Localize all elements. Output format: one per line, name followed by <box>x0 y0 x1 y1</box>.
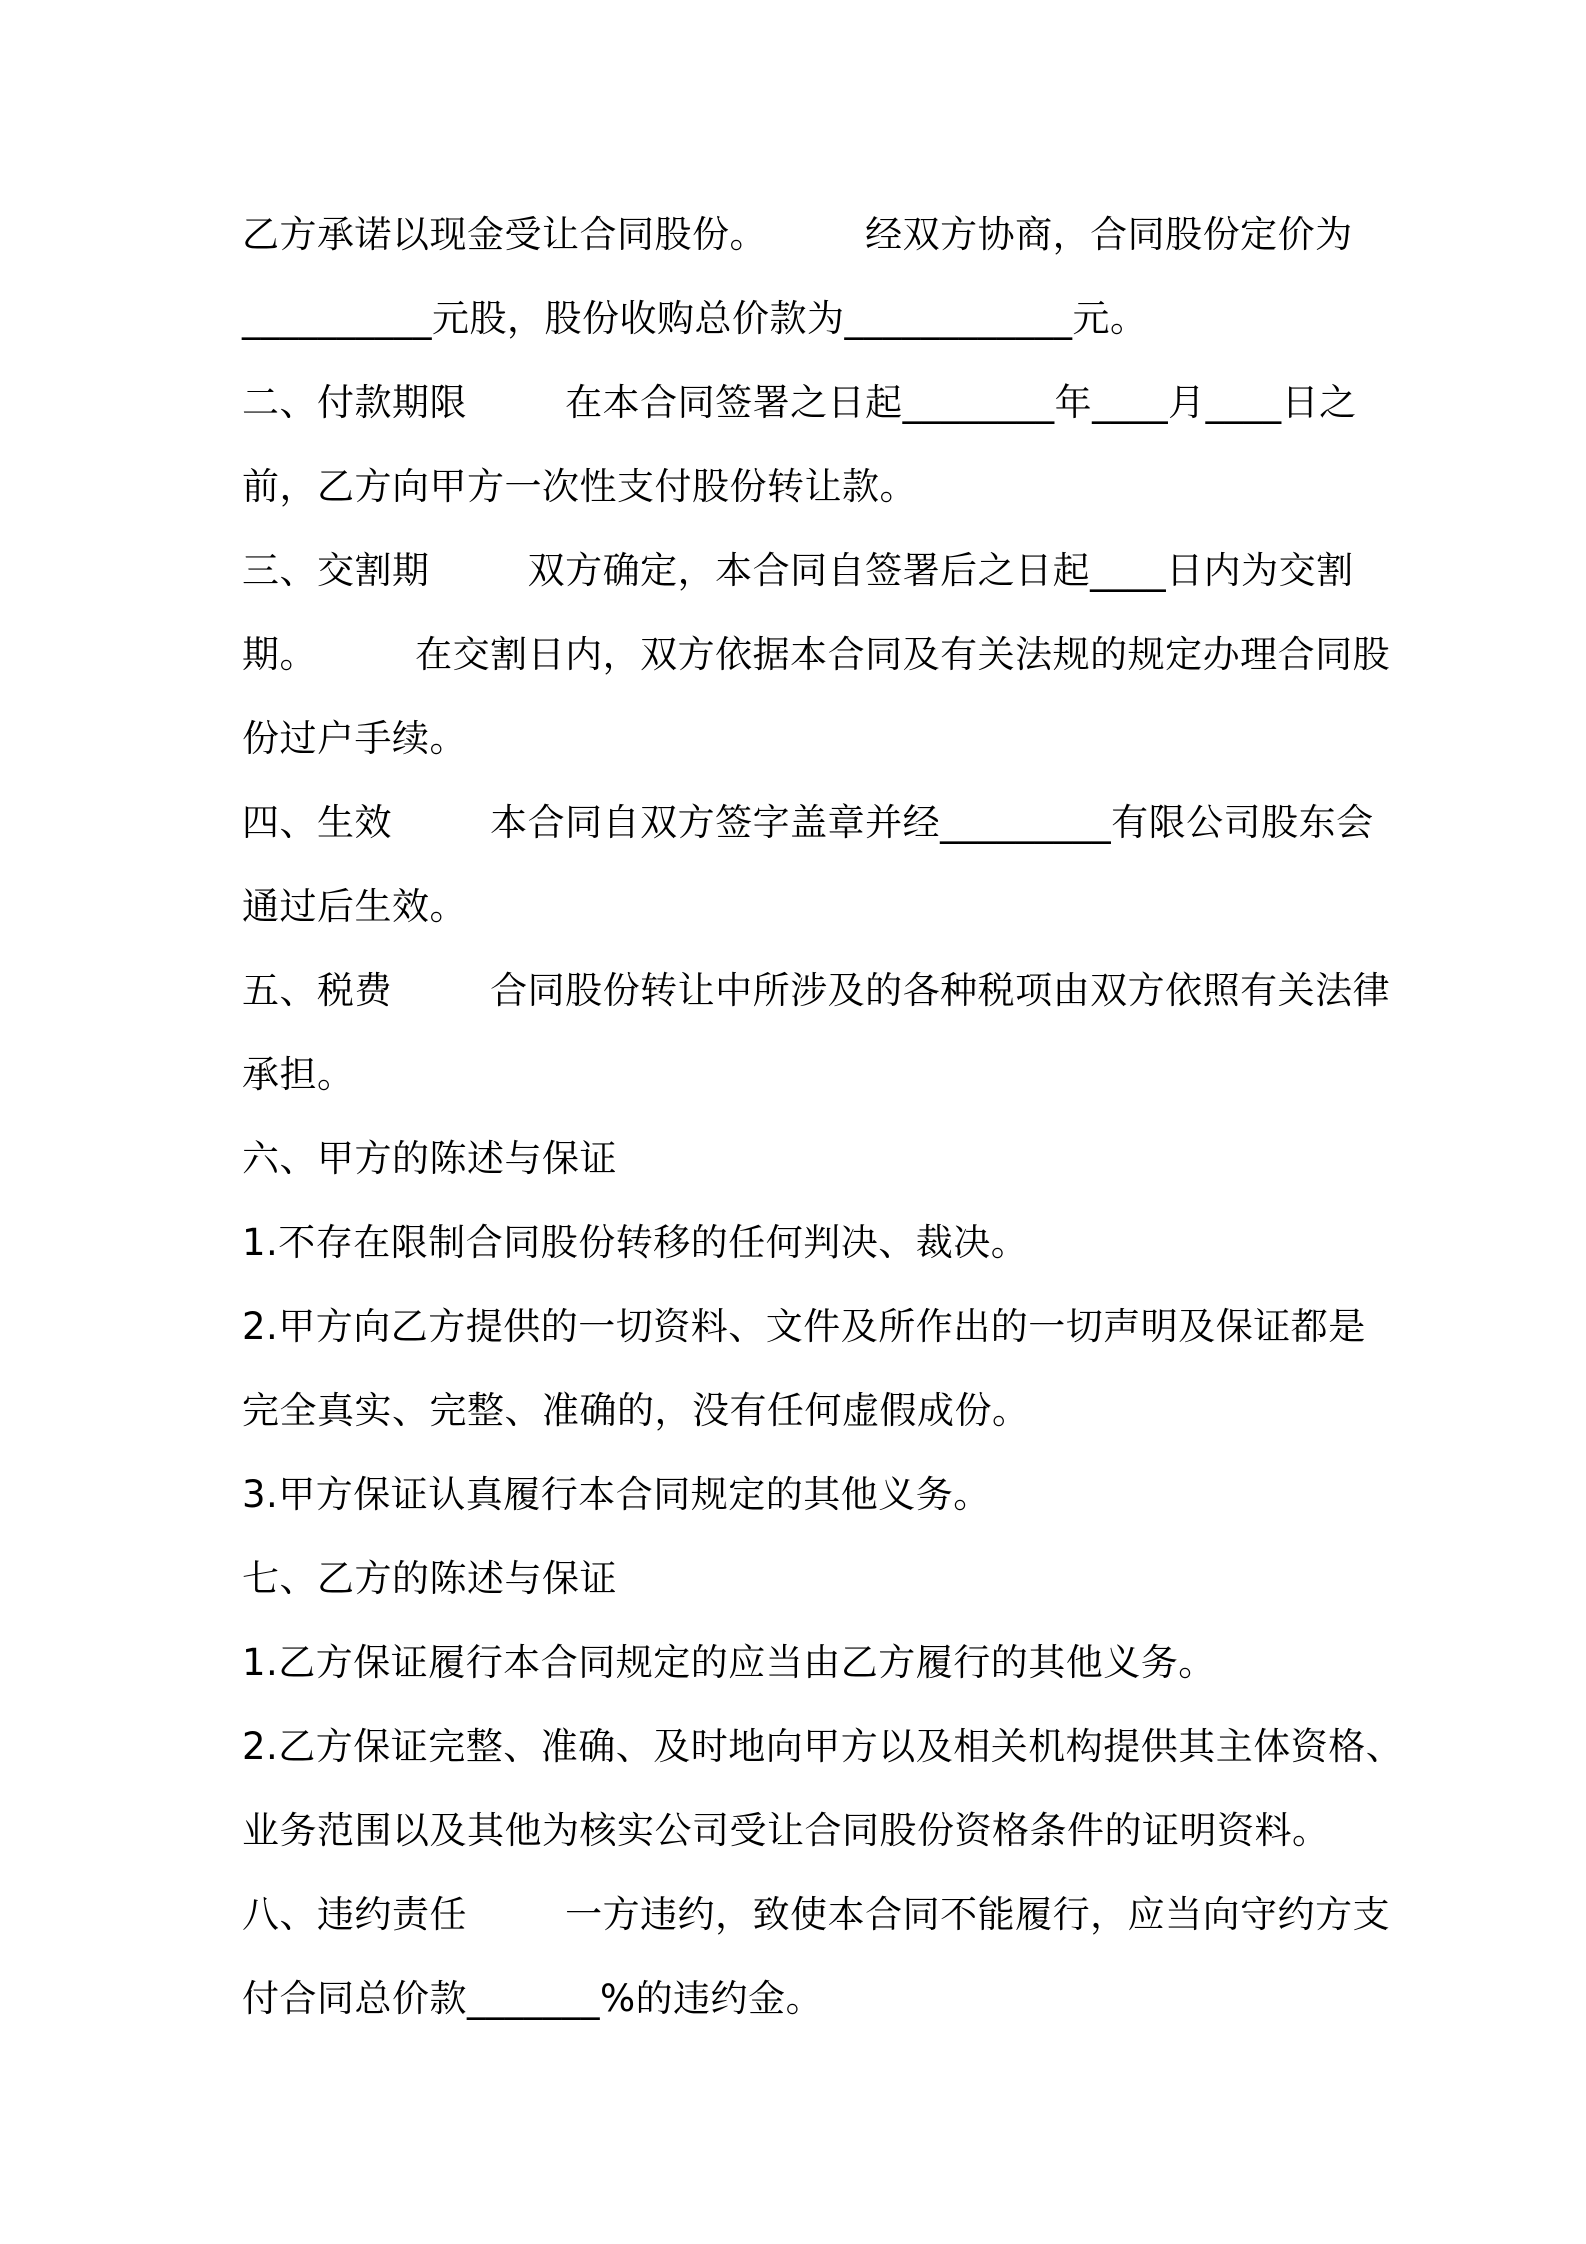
list-item: 2.甲方向乙方提供的一切资料、文件及所作出的一切声明及保证都是 <box>242 1305 1366 1348</box>
list-item: 2.乙方保证完整、准确、及时地向甲方以及相关机构提供其主体资格、 <box>242 1725 1404 1768</box>
text-line: 期。 在交割日内，双方依据本合同及有关法规的规定办理合同股 <box>242 633 1391 676</box>
list-item: 3.甲方保证认真履行本合同规定的其他义务。 <box>242 1473 991 1516</box>
text-line: 乙方承诺以现金受让合同股份。 经双方协商，合同股份定价为 <box>242 213 1353 256</box>
text-line: 完全真实、完整、准确的，没有任何虚假成份。 <box>242 1389 1030 1432</box>
text-line: 承担。 <box>242 1053 355 1096</box>
text-line: 付合同总价款_______%的违约金。 <box>242 1977 824 2020</box>
section-effectiveness: 四、生效 本合同自双方签字盖章并经_________有限公司股东会 <box>242 801 1374 844</box>
section-party-b-warranties: 七、乙方的陈述与保证 <box>242 1557 617 1600</box>
text-line: 份过户手续。 <box>242 717 467 760</box>
section-party-a-warranties: 六、甲方的陈述与保证 <box>242 1137 617 1180</box>
text-line: 前，乙方向甲方一次性支付股份转让款。 <box>242 465 917 508</box>
list-item: 1.乙方保证履行本合同规定的应当由乙方履行的其他义务。 <box>242 1641 1216 1684</box>
section-taxes: 五、税费 合同股份转让中所涉及的各种税项由双方依照有关法律 <box>242 969 1391 1012</box>
list-item: 1.不存在限制合同股份转移的任何判决、裁决。 <box>242 1221 1029 1264</box>
contract-body <box>242 193 1404 2041</box>
text-line: 业务范围以及其他为核实公司受让合同股份资格条件的证明资料。 <box>242 1809 1330 1852</box>
section-breach-liability: 八、违约责任 一方违约，致使本合同不能履行，应当向守约方支 <box>242 1893 1391 1936</box>
section-delivery-period: 三、交割期 双方确定，本合同自签署后之日起____日内为交割 <box>242 549 1354 592</box>
text-line: __________元股，股份收购总价款为____________元。 <box>242 297 1148 340</box>
section-payment-term: 二、付款期限 在本合同签署之日起________年____月____日之 <box>242 381 1357 424</box>
text-line: 通过后生效。 <box>242 885 467 928</box>
